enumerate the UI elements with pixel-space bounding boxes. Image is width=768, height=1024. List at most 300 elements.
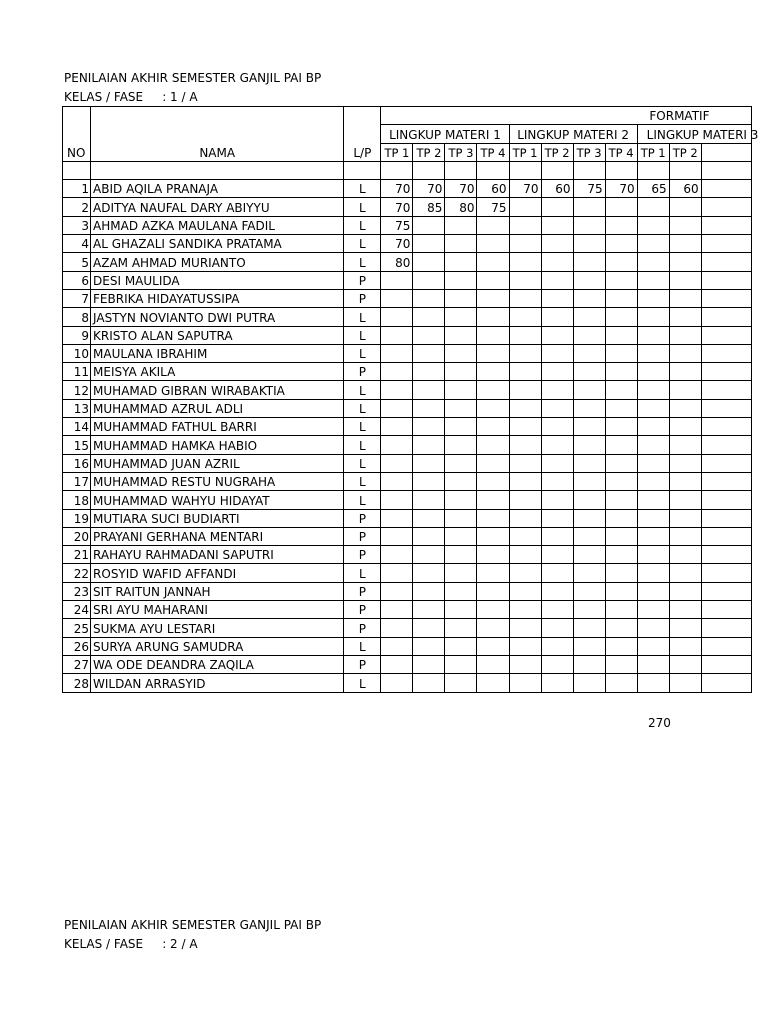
student-no: 28	[63, 674, 91, 692]
spacer-row	[63, 161, 752, 179]
score-cell: 70	[381, 235, 413, 253]
score-cell	[509, 454, 541, 472]
score-cell	[445, 253, 477, 271]
header-tp: TP 3	[573, 143, 605, 161]
score-cell	[477, 216, 509, 234]
score-cell	[637, 509, 669, 527]
score-cell	[445, 546, 477, 564]
score-cell	[445, 271, 477, 289]
student-gender: L	[344, 180, 381, 198]
score-cell	[669, 344, 701, 362]
score-cell	[669, 491, 701, 509]
student-row	[63, 235, 752, 253]
student-no: 26	[63, 637, 91, 655]
student-name: AHMAD AZKA MAULANA FADIL	[91, 216, 344, 234]
score-cell	[509, 601, 541, 619]
score-cell	[509, 546, 541, 564]
score-cell	[637, 363, 669, 381]
score-cell	[669, 289, 701, 307]
student-no: 20	[63, 527, 91, 545]
score-cell	[509, 198, 541, 216]
score-cell	[637, 381, 669, 399]
score-cell	[541, 326, 573, 344]
score-cell-overflow	[701, 454, 751, 472]
score-cell	[477, 418, 509, 436]
score-cell	[669, 619, 701, 637]
score-cell	[573, 472, 605, 490]
student-no: 16	[63, 454, 91, 472]
student-gender: P	[344, 271, 381, 289]
score-cell	[605, 271, 637, 289]
score-cell	[413, 326, 445, 344]
score-cell: 60	[669, 180, 701, 198]
student-row	[63, 637, 752, 655]
student-no: 11	[63, 363, 91, 381]
score-cell	[573, 436, 605, 454]
score-cell	[605, 381, 637, 399]
student-gender: P	[344, 619, 381, 637]
header-lingkup-materi-1: LINGKUP MATERI 1	[381, 125, 509, 143]
student-row	[63, 308, 752, 326]
score-cell	[637, 674, 669, 692]
score-cell	[669, 509, 701, 527]
score-cell	[445, 472, 477, 490]
score-cell	[445, 509, 477, 527]
score-cell	[509, 399, 541, 417]
header-lingkup-materi-2: LINGKUP MATERI 2	[509, 125, 637, 143]
score-cell-overflow	[701, 271, 751, 289]
student-row	[63, 326, 752, 344]
score-cell	[605, 216, 637, 234]
score-cell	[509, 235, 541, 253]
score-cell	[541, 491, 573, 509]
score-cell	[669, 546, 701, 564]
score-cell: 70	[509, 180, 541, 198]
score-cell	[445, 381, 477, 399]
score-cell	[509, 491, 541, 509]
score-cell	[413, 289, 445, 307]
score-cell	[669, 253, 701, 271]
student-gender: P	[344, 655, 381, 673]
score-cell-overflow	[701, 491, 751, 509]
score-cell	[637, 637, 669, 655]
score-cell	[541, 271, 573, 289]
student-row	[63, 582, 752, 600]
student-row	[63, 418, 752, 436]
score-cell	[573, 509, 605, 527]
student-name: WILDAN ARRASYID	[91, 674, 344, 692]
score-cell	[477, 509, 509, 527]
sheet-title: PENILAIAN AKHIR SEMESTER GANJIL PAI BP	[64, 71, 322, 85]
score-cell	[605, 363, 637, 381]
student-row	[63, 180, 752, 198]
score-cell	[541, 601, 573, 619]
score-cell	[445, 363, 477, 381]
student-name: SUKMA AYU LESTARI	[91, 619, 344, 637]
score-cell	[477, 601, 509, 619]
score-cell	[509, 637, 541, 655]
header-nama-top	[91, 107, 344, 125]
score-cell	[381, 271, 413, 289]
score-cell	[669, 655, 701, 673]
grade-sheet	[62, 106, 759, 696]
score-cell: 80	[381, 253, 413, 271]
score-cell	[541, 363, 573, 381]
header-lp-top	[344, 107, 381, 125]
header-row-main	[63, 143, 752, 161]
score-cell	[669, 527, 701, 545]
score-cell	[605, 674, 637, 692]
score-cell	[541, 527, 573, 545]
score-cell	[509, 674, 541, 692]
sheet-2-title: PENILAIAN AKHIR SEMESTER GANJIL PAI BP	[64, 918, 322, 932]
score-cell: 60	[541, 180, 573, 198]
spacer-cell	[669, 161, 701, 179]
score-cell	[637, 564, 669, 582]
score-cell	[381, 418, 413, 436]
score-cell	[605, 399, 637, 417]
header-nama: NAMA	[91, 143, 344, 161]
score-cell-overflow	[701, 509, 751, 527]
score-cell	[413, 308, 445, 326]
score-cell	[573, 527, 605, 545]
score-cell	[605, 289, 637, 307]
spacer-cell	[701, 161, 751, 179]
score-cell: 70	[445, 180, 477, 198]
score-cell	[541, 655, 573, 673]
student-name: MEISYA AKILA	[91, 363, 344, 381]
score-cell	[509, 363, 541, 381]
student-no: 10	[63, 344, 91, 362]
score-cell	[477, 308, 509, 326]
score-cell	[637, 527, 669, 545]
header-tp: TP 2	[669, 143, 701, 161]
score-cell	[413, 472, 445, 490]
score-cell	[509, 564, 541, 582]
score-cell	[413, 436, 445, 454]
student-gender: L	[344, 399, 381, 417]
score-cell-overflow	[701, 399, 751, 417]
score-cell	[381, 601, 413, 619]
student-gender: L	[344, 491, 381, 509]
student-name: ABID AQILA PRANAJA	[91, 180, 344, 198]
student-name: AZAM AHMAD MURIANTO	[91, 253, 344, 271]
student-name: MUHAMMAD JUAN AZRIL	[91, 454, 344, 472]
score-cell	[605, 418, 637, 436]
score-cell-overflow	[701, 344, 751, 362]
score-cell	[509, 289, 541, 307]
student-name: AL GHAZALI SANDIKA PRATAMA	[91, 235, 344, 253]
score-cell	[381, 509, 413, 527]
score-cell: 70	[413, 180, 445, 198]
student-row	[63, 344, 752, 362]
student-gender: L	[344, 326, 381, 344]
student-row	[63, 509, 752, 527]
score-cell	[445, 326, 477, 344]
score-cell-overflow	[701, 326, 751, 344]
header-tp: TP 1	[509, 143, 541, 161]
score-cell	[509, 344, 541, 362]
score-cell	[477, 271, 509, 289]
score-cell	[413, 674, 445, 692]
score-cell	[477, 363, 509, 381]
student-gender: P	[344, 582, 381, 600]
score-cell	[381, 619, 413, 637]
student-row	[63, 363, 752, 381]
score-cell	[605, 637, 637, 655]
score-cell	[381, 491, 413, 509]
score-cell	[541, 253, 573, 271]
score-cell	[669, 674, 701, 692]
student-name: RAHAYU RAHMADANI SAPUTRI	[91, 546, 344, 564]
score-cell-overflow	[701, 363, 751, 381]
score-cell-overflow	[701, 637, 751, 655]
score-cell	[605, 235, 637, 253]
score-cell	[413, 271, 445, 289]
score-cell	[669, 454, 701, 472]
header-tp: TP 4	[605, 143, 637, 161]
student-no: 4	[63, 235, 91, 253]
score-cell	[445, 235, 477, 253]
student-name: PRAYANI GERHANA MENTARI	[91, 527, 344, 545]
student-name: MUHAMMAD HAMKA HABIO	[91, 436, 344, 454]
score-cell: 75	[573, 180, 605, 198]
student-gender: P	[344, 363, 381, 381]
score-cell	[413, 491, 445, 509]
score-cell	[445, 289, 477, 307]
score-cell	[605, 546, 637, 564]
score-cell	[445, 436, 477, 454]
score-cell	[573, 546, 605, 564]
score-cell	[669, 381, 701, 399]
score-cell	[637, 601, 669, 619]
student-row	[63, 399, 752, 417]
score-cell	[413, 454, 445, 472]
student-gender: L	[344, 674, 381, 692]
score-cell	[637, 418, 669, 436]
score-cell	[381, 326, 413, 344]
student-gender: L	[344, 472, 381, 490]
score-cell	[637, 308, 669, 326]
score-cell	[541, 619, 573, 637]
score-cell	[605, 601, 637, 619]
score-cell	[605, 436, 637, 454]
score-cell	[573, 253, 605, 271]
score-cell	[381, 289, 413, 307]
score-cell	[381, 527, 413, 545]
score-cell	[477, 344, 509, 362]
score-cell	[573, 674, 605, 692]
score-cell	[381, 381, 413, 399]
student-name: MUHAMAD GIBRAN WIRABAKTIA	[91, 381, 344, 399]
student-no: 8	[63, 308, 91, 326]
score-cell-overflow	[701, 601, 751, 619]
student-no: 12	[63, 381, 91, 399]
student-name: MUHAMMAD WAHYU HIDAYAT	[91, 491, 344, 509]
student-row	[63, 619, 752, 637]
score-cell	[605, 344, 637, 362]
score-cell	[445, 564, 477, 582]
score-cell-overflow	[701, 582, 751, 600]
spacer-cell	[91, 161, 344, 179]
student-no: 14	[63, 418, 91, 436]
score-cell-overflow	[701, 308, 751, 326]
score-cell	[669, 564, 701, 582]
student-no: 6	[63, 271, 91, 289]
score-cell	[669, 582, 701, 600]
student-row	[63, 601, 752, 619]
header-tp-overflow	[701, 143, 751, 161]
score-cell	[541, 472, 573, 490]
score-cell	[669, 601, 701, 619]
score-cell	[381, 454, 413, 472]
score-cell	[509, 527, 541, 545]
student-row	[63, 655, 752, 673]
score-cell	[381, 436, 413, 454]
score-cell	[637, 472, 669, 490]
score-cell	[637, 271, 669, 289]
class-phase-label: KELAS / FASE : 1 / A	[64, 90, 198, 104]
score-cell	[477, 454, 509, 472]
score-cell-overflow	[701, 180, 751, 198]
score-cell	[541, 564, 573, 582]
header-no-top	[63, 107, 91, 125]
score-cell	[509, 619, 541, 637]
student-row	[63, 271, 752, 289]
score-cell	[541, 235, 573, 253]
score-cell	[477, 436, 509, 454]
score-cell	[477, 637, 509, 655]
spacer-cell	[605, 161, 637, 179]
header-tp: TP 2	[541, 143, 573, 161]
score-cell	[573, 308, 605, 326]
header-tp: TP 1	[637, 143, 669, 161]
score-cell	[605, 582, 637, 600]
page-number: 270	[648, 716, 671, 730]
score-cell	[541, 308, 573, 326]
score-cell	[509, 418, 541, 436]
score-cell	[541, 198, 573, 216]
student-gender: L	[344, 308, 381, 326]
student-no: 25	[63, 619, 91, 637]
score-cell	[669, 326, 701, 344]
score-cell	[637, 326, 669, 344]
score-cell-overflow	[701, 564, 751, 582]
score-cell	[573, 326, 605, 344]
score-cell	[669, 436, 701, 454]
score-cell	[573, 619, 605, 637]
score-cell	[541, 436, 573, 454]
score-cell: 70	[605, 180, 637, 198]
score-cell	[381, 363, 413, 381]
score-cell	[605, 619, 637, 637]
score-cell	[637, 235, 669, 253]
student-gender: P	[344, 289, 381, 307]
score-cell	[541, 418, 573, 436]
spacer-cell	[381, 161, 413, 179]
score-cell: 85	[413, 198, 445, 216]
score-cell	[669, 418, 701, 436]
sheet-2-class-phase-label: KELAS / FASE : 2 / A	[64, 937, 198, 951]
student-gender: L	[344, 454, 381, 472]
student-no: 23	[63, 582, 91, 600]
score-cell: 80	[445, 198, 477, 216]
score-cell	[445, 637, 477, 655]
score-cell	[541, 344, 573, 362]
student-gender: P	[344, 546, 381, 564]
score-cell	[541, 216, 573, 234]
score-cell	[637, 491, 669, 509]
score-cell	[541, 454, 573, 472]
score-cell	[445, 655, 477, 673]
spacer-cell	[344, 161, 381, 179]
score-cell	[413, 582, 445, 600]
score-cell	[573, 454, 605, 472]
score-cell	[413, 381, 445, 399]
student-no: 24	[63, 601, 91, 619]
score-cell-overflow	[701, 655, 751, 673]
score-cell	[669, 271, 701, 289]
score-cell	[637, 582, 669, 600]
student-no: 7	[63, 289, 91, 307]
score-cell	[445, 344, 477, 362]
score-cell	[637, 198, 669, 216]
score-cell	[413, 344, 445, 362]
score-cell-overflow	[701, 674, 751, 692]
score-cell	[573, 601, 605, 619]
score-cell: 75	[477, 198, 509, 216]
student-no: 1	[63, 180, 91, 198]
student-name: JASTYN NOVIANTO DWI PUTRA	[91, 308, 344, 326]
score-cell	[637, 344, 669, 362]
student-name: MUHAMMAD FATHUL BARRI	[91, 418, 344, 436]
score-cell	[573, 564, 605, 582]
score-cell	[669, 308, 701, 326]
score-cell	[381, 344, 413, 362]
score-cell	[669, 472, 701, 490]
score-cell	[541, 674, 573, 692]
score-cell	[605, 326, 637, 344]
score-cell	[509, 472, 541, 490]
score-cell	[573, 582, 605, 600]
score-cell	[605, 253, 637, 271]
score-cell	[573, 491, 605, 509]
score-cell	[541, 289, 573, 307]
student-gender: L	[344, 418, 381, 436]
score-cell	[541, 381, 573, 399]
score-cell	[477, 381, 509, 399]
student-row	[63, 564, 752, 582]
score-cell	[637, 454, 669, 472]
student-gender: L	[344, 637, 381, 655]
score-cell	[381, 308, 413, 326]
score-cell	[637, 436, 669, 454]
score-cell	[541, 399, 573, 417]
score-cell	[573, 655, 605, 673]
score-cell	[477, 399, 509, 417]
score-cell	[413, 619, 445, 637]
student-row	[63, 216, 752, 234]
student-row	[63, 491, 752, 509]
score-cell	[669, 216, 701, 234]
score-cell	[573, 418, 605, 436]
score-cell: 75	[381, 216, 413, 234]
score-cell	[573, 399, 605, 417]
score-cell	[509, 253, 541, 271]
score-cell	[669, 198, 701, 216]
score-cell	[573, 381, 605, 399]
score-cell	[445, 308, 477, 326]
